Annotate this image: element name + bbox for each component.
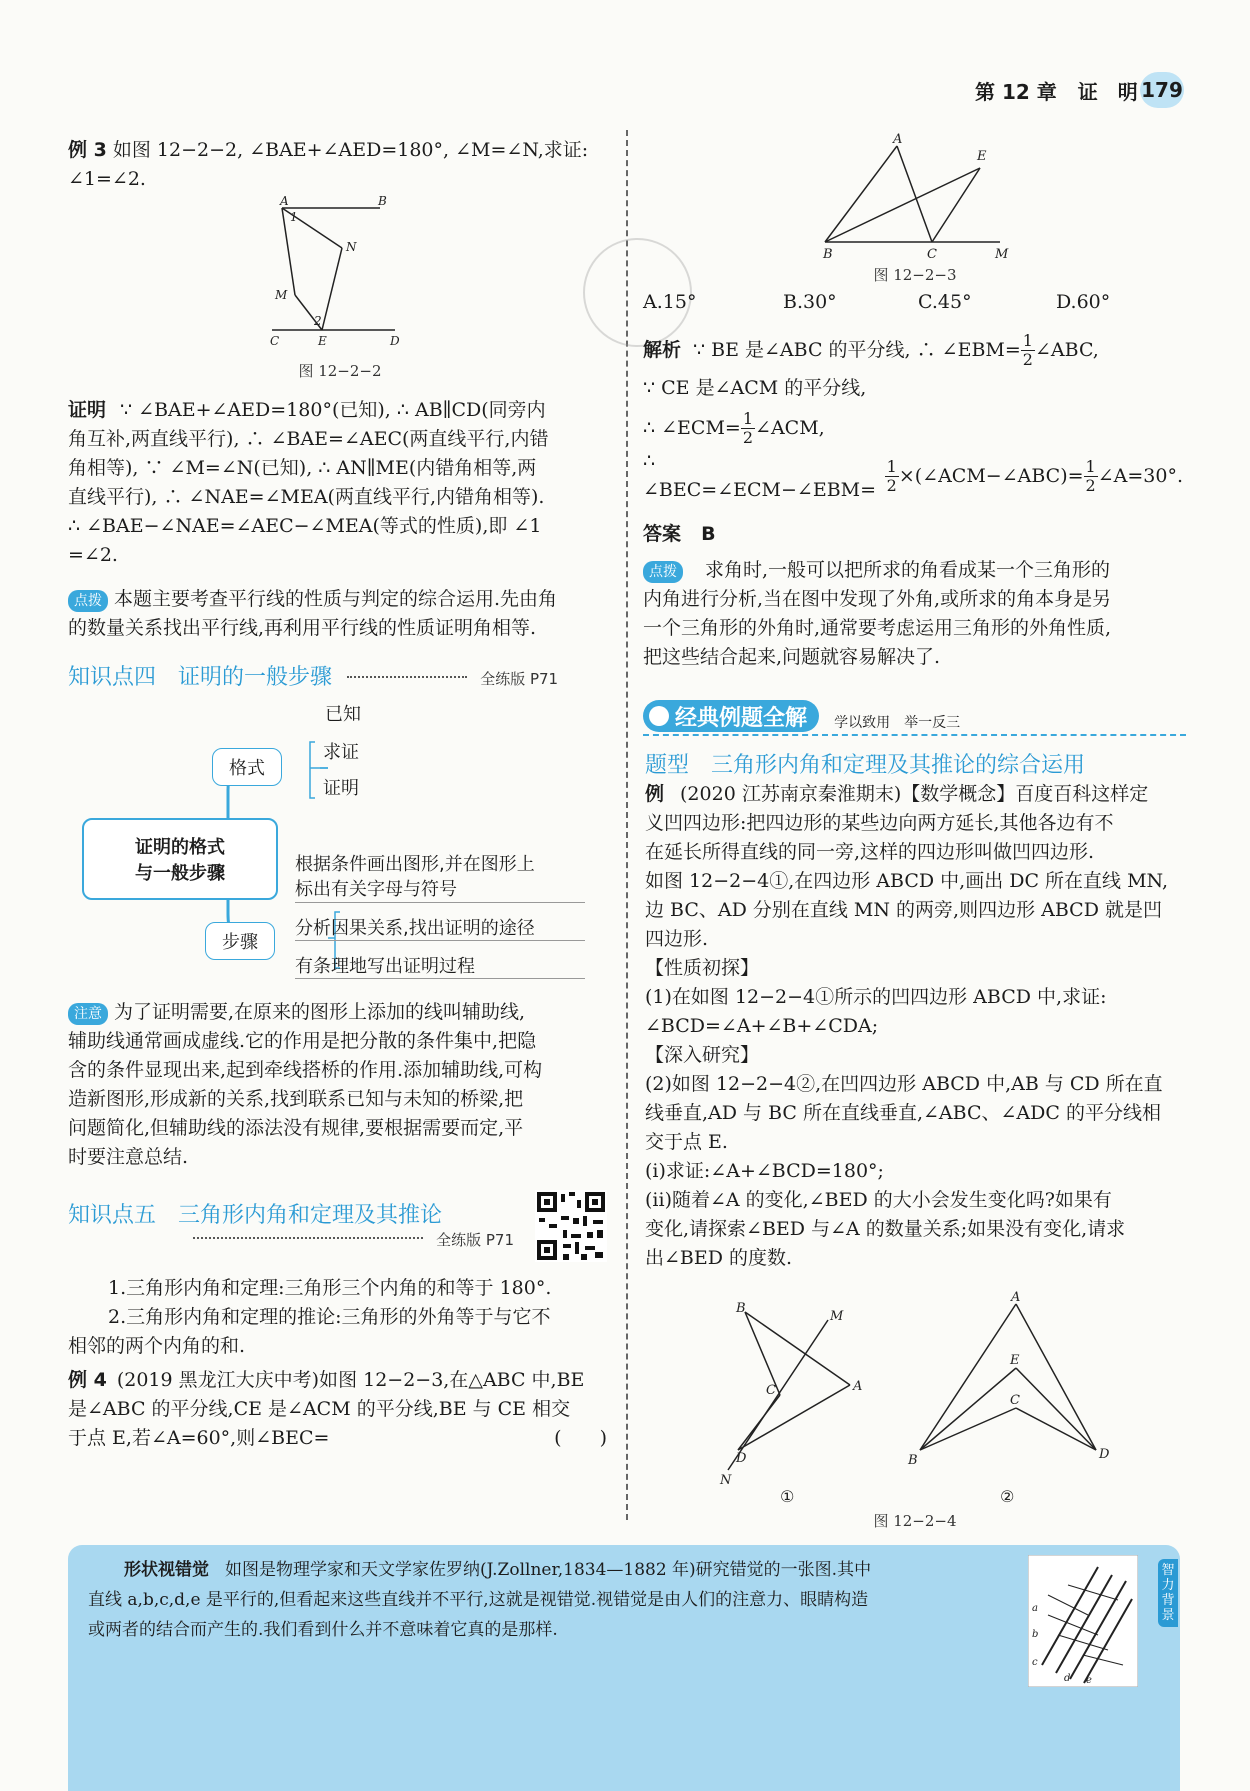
footer-line-2: 直线 a,b,c,d,e 是平行的,但看起来这些直线并不平行,这就是视错觉.视错觉是由人们的注意力、眼睛构造 xyxy=(88,1590,869,1610)
fig2-label-E: E xyxy=(318,334,327,345)
example-line-3: 在延长所得直线的同一旁,这样的四边形叫做凹四边形. xyxy=(645,841,1095,863)
mindmap-known: 已知 xyxy=(325,704,361,725)
example-line-9: ∠BCD=∠A+∠B+∠CDA; xyxy=(645,1015,879,1037)
analysis-block xyxy=(643,330,1183,502)
example-line-11: (2)如图 12−2−4②,在凹四边形 ABCD 中,AB 与 CD 所在直 xyxy=(645,1073,1163,1095)
proof-label: 证明 xyxy=(68,399,107,421)
footer-title: 形状视错觉 xyxy=(124,1560,209,1580)
fig4b-label-D: D xyxy=(1099,1447,1110,1462)
page-header xyxy=(975,76,1138,105)
example-line-13: 交于点 E. xyxy=(645,1131,728,1153)
example-3-line2: ∠1=∠2. xyxy=(68,168,146,190)
example-4-line-1: (2019 黑龙江大庆中考)如图 12−2−3,在△ABC 中,BE xyxy=(116,1369,585,1391)
proof-line-5: ∴ ∠BAE−∠NAE=∠AEC−∠MEA(等式的性质),即 ∠1 xyxy=(68,515,542,537)
analysis-line4a: ∴ ∠BEC=∠ECM−∠EBM= xyxy=(643,450,877,501)
knowledge-point-4 xyxy=(68,660,608,691)
figure-12-2-4 xyxy=(700,1290,1140,1520)
analysis-line4b: ×(∠ACM−∠ABC)= xyxy=(898,464,1084,487)
analysis-line3a: ∴ ∠ECM= xyxy=(643,416,741,439)
fig4b-label-A: A xyxy=(1011,1290,1021,1305)
theorem-line-2: 2.三角形内角和定理的推论:三角形的外角等于与它不 xyxy=(108,1306,551,1328)
fig4b-label-C: C xyxy=(1010,1393,1020,1408)
note-line-6: 时要注意总结. xyxy=(68,1146,189,1168)
kp4-dots xyxy=(347,676,467,678)
note-line-2: 辅助线通常画成虚线.它的作用是把分散的条件集中,把隐 xyxy=(68,1030,537,1052)
fig2-label-B: B xyxy=(378,195,387,208)
example-4 xyxy=(68,1366,613,1453)
fig4b-label-E: E xyxy=(1010,1353,1020,1368)
fig4b-label-B: B xyxy=(908,1453,918,1468)
mindmap-center-line1: 证明的格式 xyxy=(135,837,225,858)
example-line-10: 【深入研究】 xyxy=(645,1044,760,1066)
tip-2-line-2: 内角进行分析,当在图中发现了外角,或所求的角本身是另 xyxy=(643,588,1112,610)
zollner-label-c: c xyxy=(1032,1657,1038,1668)
fig3-label-C: C xyxy=(927,247,937,262)
zollner-label-b: b xyxy=(1032,1629,1039,1640)
example-line-15: (ii)随着∠A 的变化,∠BED 的大小会发生变化吗?如果有 xyxy=(645,1189,1112,1211)
note-line-5: 问题简化,但辅助线的添法没有规律,要根据需要而定,平 xyxy=(68,1117,524,1139)
fraction-4: $\frac{1}{2}$ xyxy=(1085,456,1096,495)
analysis-line1a: ∵ BE 是∠ABC 的平分线, ∴ ∠EBM= xyxy=(693,338,1021,361)
analysis-line1b: ∠ABC, xyxy=(1034,338,1099,361)
section-title: 经典例题全解 xyxy=(675,705,808,731)
fig4-sublabel-2: ② xyxy=(1000,1487,1015,1506)
fig3-label-M: M xyxy=(995,247,1009,262)
example-4-line-3: 于点 E,若∠A=60°,则∠BEC= xyxy=(68,1427,330,1449)
qr-code-icon[interactable] xyxy=(535,1190,607,1262)
kp5-ref: 全练版 P71 xyxy=(436,1231,514,1249)
analysis-line3b: ∠ACM, xyxy=(755,416,825,439)
option-b[interactable]: B.30° xyxy=(783,291,837,313)
fig3-label-B: B xyxy=(823,247,833,262)
kp4-ref: 全练版 P71 xyxy=(480,670,559,688)
analysis-label: 解析 xyxy=(643,338,682,361)
fraction-1: $\frac{1}{2}$ xyxy=(1022,330,1033,369)
kp5-dots xyxy=(193,1237,423,1239)
tip-1-line-1: 本题主要考查平行线的性质与判定的综合运用.先由角 xyxy=(114,588,558,610)
tip-1 xyxy=(68,585,613,643)
fraction-3: $\frac{1}{2}$ xyxy=(886,456,897,495)
mindmap-format-node: 格式 xyxy=(212,748,282,786)
section-subtitle: 学以致用 举一反三 xyxy=(834,714,961,731)
figure-12-2-2 xyxy=(260,195,420,345)
tip-1-line-2: 的数量关系找出平行线,再利用平行线的性质证明角相等. xyxy=(68,617,537,639)
figure-12-2-3 xyxy=(815,132,1015,262)
theorem-block xyxy=(68,1274,613,1361)
mindmap-steps-node: 步骤 xyxy=(205,922,275,960)
fig2-label-C: C xyxy=(270,334,280,345)
fig2-angle-1: 1 xyxy=(290,210,298,224)
footer-tab: 智力背景 xyxy=(1158,1559,1178,1627)
zollner-illusion-image xyxy=(1028,1555,1138,1687)
megaphone-icon xyxy=(649,706,669,726)
page-number: 179 xyxy=(1140,72,1184,108)
note-line-3: 含的条件显现出来,起到牵线搭桥的作用.添加辅助线,可构 xyxy=(68,1059,543,1081)
analysis-line2: ∵ CE 是∠ACM 的平分线, xyxy=(643,376,867,399)
zollner-label-a: a xyxy=(1032,1603,1038,1614)
mindmap-step-1-line1: 根据条件画出图形,并在图形上 xyxy=(295,854,535,875)
knowledge-point-5 xyxy=(68,1198,538,1250)
zollner-label-e: e xyxy=(1086,1675,1092,1686)
example-line-2: 义凹四边形:把四边形的某些边向两方延长,其他各边有不 xyxy=(645,812,1114,834)
note-line-1: 为了证明需要,在原来的图形上添加的线叫辅助线, xyxy=(114,1001,526,1023)
fig3-label-E: E xyxy=(977,149,987,164)
fig4a-label-M: M xyxy=(830,1309,844,1324)
example-label: 例 xyxy=(645,783,665,805)
fig4a-label-A: A xyxy=(853,1379,863,1394)
fig4a-label-N: N xyxy=(720,1473,732,1488)
option-d[interactable]: D.60° xyxy=(1056,291,1111,313)
section-title-box xyxy=(643,700,819,732)
theorem-line-3: 相邻的两个内角的和. xyxy=(68,1335,246,1357)
example-line-17: 出∠BED 的度数. xyxy=(645,1247,793,1269)
proof-line-4: 直线平行), ∴ ∠NAE=∠MEA(两直线平行,内错角相等). xyxy=(68,486,545,508)
mindmap-proof: 证明 xyxy=(323,778,359,799)
footer-panel xyxy=(68,1545,1180,1791)
fig4a-label-B: B xyxy=(736,1301,746,1316)
tip-2-line-3: 一个三角形的外角时,通常要考虑运用三角形的外角性质, xyxy=(643,617,1112,639)
zollner-label-d: d xyxy=(1064,1673,1071,1684)
tip-2-line-1: 求角时,一般可以把所求的角看成某一个三角形的 xyxy=(705,559,1111,581)
mindmap-step-3: 有条理地写出证明过程 xyxy=(295,952,585,979)
example-line-1: (2020 江苏南京秦淮期末)【数学概念】百度百科这样定 xyxy=(680,783,1149,805)
footer-line-3: 或两者的结合而产生的.我们看到什么并不意味着它真的是那样. xyxy=(88,1620,558,1640)
mindmap-step-2: 分析因果关系,找出证明的途径 xyxy=(295,914,585,941)
fig2-angle-2: 2 xyxy=(314,314,322,328)
example-line-14: (i)求证:∠A+∠BCD=180°; xyxy=(645,1160,884,1182)
example-line-4: 如图 12−2−4①,在四边形 ABCD 中,画出 DC 所在直线 MN, xyxy=(645,870,1168,892)
mindmap-step-1-line2: 标出有关字母与符号 xyxy=(295,879,457,900)
example-line-7: 【性质初探】 xyxy=(645,957,760,979)
example-line-12: 线垂直,AD 与 BC 所在直线垂直,∠ABC、∠ADC 的平分线相 xyxy=(645,1102,1161,1124)
footer-line-1: 如图是物理学家和天文学家佐罗纳(J.Zollner,1834—1882 年)研究错觉的一张图.其中 xyxy=(225,1560,872,1580)
fig2-label-N: N xyxy=(346,240,357,254)
chapter-title: 证 明 xyxy=(1077,80,1138,104)
answer-block xyxy=(643,520,716,549)
figure-12-2-2-caption: 图 12−2−2 xyxy=(298,362,382,380)
option-c[interactable]: C.45° xyxy=(918,291,972,313)
theorem-line-1: 1.三角形内角和定理:三角形三个内角的和等于 180°. xyxy=(108,1277,552,1299)
fig3-label-A: A xyxy=(893,132,903,147)
example-3-label: 例 3 xyxy=(68,139,107,161)
mindmap-step-1 xyxy=(295,852,585,903)
proof-block xyxy=(68,396,613,570)
example-line-16: 变化,请探索∠BED 与∠A 的数量关系;如果没有变化,请求 xyxy=(645,1218,1126,1240)
fig2-label-A: A xyxy=(280,195,289,208)
example-4-label: 例 4 xyxy=(68,1369,107,1391)
answer-paren[interactable]: ( ) xyxy=(554,1427,607,1449)
note-block xyxy=(68,998,613,1172)
fig4a-label-D: D xyxy=(736,1451,747,1466)
proof-line-6: =∠2. xyxy=(68,544,118,566)
proof-line-3: 角相等), ∵ ∠M=∠N(已知), ∴ AN∥ME(内错角相等,两 xyxy=(68,457,537,479)
footer-text xyxy=(88,1555,1008,1645)
analysis-line4c: ∠A=30°. xyxy=(1097,464,1183,487)
tip-2-badge: 点拨 xyxy=(643,561,683,583)
mindmap-center-line2: 与一般步骤 xyxy=(135,863,225,884)
example-3 xyxy=(68,136,608,194)
chapter-label: 第 12 章 xyxy=(975,80,1057,104)
example-line-6: 四边形. xyxy=(645,928,709,950)
section-header xyxy=(643,700,1186,736)
fig4-sublabel-1: ① xyxy=(780,1487,795,1506)
tip-2 xyxy=(643,556,1188,672)
example-4-line-2: 是∠ABC 的平分线,CE 是∠ACM 的平分线,BE 与 CE 相交 xyxy=(68,1398,571,1420)
example-line-5: 边 BC、AD 分别在直线 MN 的两旁,则四边形 ABCD 就是凹 xyxy=(645,899,1162,921)
example-main xyxy=(645,780,1190,1273)
proof-line-1: ∵ ∠BAE+∠AED=180°(已知), ∴ AB∥CD(同旁内 xyxy=(120,399,546,421)
example-3-line1: 如图 12−2−2, ∠BAE+∠AED=180°, ∠M=∠N,求证: xyxy=(112,139,589,161)
note-line-4: 造新图形,形成新的关系,找到联系已知与未知的桥梁,把 xyxy=(68,1088,524,1110)
kp5-title: 知识点五 三角形内角和定理及其推论 xyxy=(68,1203,443,1228)
answer-label: 答案 xyxy=(643,523,682,545)
question-type-title: 题型 三角形内角和定理及其推论的综合运用 xyxy=(645,753,1086,778)
example-line-8: (1)在如图 12−2−4①所示的凹四边形 ABCD 中,求证: xyxy=(645,986,1107,1008)
tip-2-line-4: 把这些结合起来,问题就容易解决了. xyxy=(643,646,941,668)
answer-value: B xyxy=(701,523,716,545)
tip-1-badge: 点拨 xyxy=(68,590,108,612)
kp4-title: 知识点四 证明的一般步骤 xyxy=(68,665,333,690)
fig2-label-M: M xyxy=(275,288,288,302)
figure-12-2-3-caption: 图 12−2−3 xyxy=(873,266,957,284)
mindmap-prove: 求证 xyxy=(323,742,359,763)
fig2-label-D: D xyxy=(390,334,400,345)
proof-line-2: 角互补,两直线平行), ∴ ∠BAE=∠AEC(两直线平行,内错 xyxy=(68,428,549,450)
figure-12-2-4-caption: 图 12−2−4 xyxy=(873,1512,957,1530)
fraction-2: $\frac{1}{2}$ xyxy=(742,408,754,447)
option-a[interactable]: A.15° xyxy=(643,291,697,313)
fig4a-label-C: C xyxy=(766,1383,776,1398)
note-badge: 注意 xyxy=(68,1003,108,1025)
mindmap-center xyxy=(82,818,278,900)
